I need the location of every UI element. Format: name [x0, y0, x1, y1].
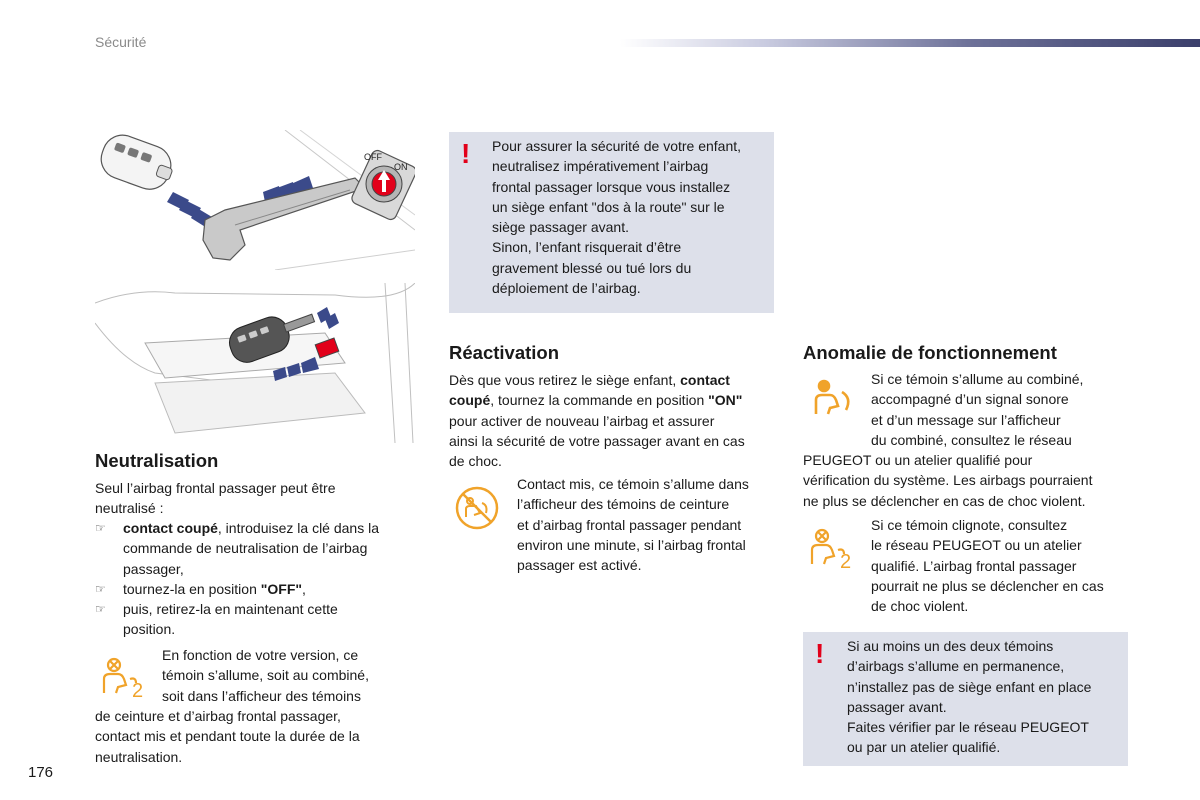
warning-line: n’installez pas de siège enfant en place [847, 678, 1092, 695]
warning-bottom-text [847, 636, 1091, 758]
switch-on-label: ON [394, 162, 408, 172]
reactivation-line [449, 390, 779, 410]
svg-text:2: 2 [132, 680, 144, 699]
step-text: passager, [123, 560, 184, 577]
switch-off-label: OFF [364, 152, 382, 162]
note-line: le réseau PEUGEOT ou un atelier [871, 537, 1082, 554]
warning-box-airbag-lamps [803, 632, 1128, 766]
warning-line: Si au moins un des deux témoins [847, 638, 1054, 654]
airbag-switch-key-icon [95, 130, 415, 270]
note-line: Si ce témoin s’allume au combiné, [871, 371, 1084, 387]
warning-line: ou par un atelier qualifié. [847, 739, 1001, 756]
step-text: , introduisez la clé dans la [217, 520, 379, 536]
warning-line: neutralisez impérativement l’airbag [492, 158, 709, 175]
reactivation-text [449, 370, 779, 471]
reactivation-line: de choc. [449, 453, 502, 470]
step-text: , [302, 580, 306, 597]
anomalie-note1-wide [803, 450, 1092, 511]
note-line: qualifié. L’airbag frontal passager [871, 557, 1077, 574]
note-line: et d’un message sur l’afficheur [871, 411, 1061, 428]
note-line: PEUGEOT ou un atelier qualifié pour [803, 452, 1033, 468]
illustration-glovebox [95, 283, 415, 443]
warning-line: gravement blessé ou tué lors du [492, 259, 692, 276]
warning-line: frontal passager lorsque vous installez [492, 178, 731, 195]
step-item [95, 599, 415, 640]
reactivation-note [517, 474, 749, 575]
note-line: En fonction de votre version, ce [162, 647, 359, 663]
note-line: contact mis et pendant toute la durée de la [95, 728, 360, 745]
note-line: environ une minute, si l’airbag frontal [517, 536, 746, 553]
warning-top-text [492, 136, 741, 298]
note-line: l’afficheur des témoins de ceinture [517, 496, 730, 513]
text-bold: "ON" [708, 392, 743, 409]
pointing-hand-icon: ☞ [95, 581, 106, 596]
text-bold: coupé [449, 392, 491, 409]
warning-line: Pour assurer la sécurité de votre enfant, [492, 138, 742, 154]
reactivation-line [449, 370, 779, 390]
warning-line: siège passager avant. [492, 219, 629, 236]
step-item [95, 518, 415, 579]
pointing-hand-icon: ☞ [95, 521, 106, 535]
warning-line: déploiement de l’airbag. [492, 280, 641, 297]
note-line: de ceinture et d’airbag frontal passager, [95, 708, 341, 724]
note-line: Contact mis, ce témoin s’allume dans [517, 476, 749, 492]
note-line: du combiné, consultez le réseau [871, 431, 1072, 448]
neutralisation-note [162, 645, 369, 706]
step-text: position. [123, 621, 176, 638]
reactivation-line: pour activer de nouveau l’airbag et assurer [449, 412, 715, 429]
heading-anomalie: Anomalie de fonctionnement [803, 342, 1057, 363]
warning-line: d’airbags s’allume en permanence, [847, 658, 1065, 675]
step-bold: "OFF" [260, 580, 303, 597]
step-item [95, 579, 415, 599]
airbag-off-warning-icon [100, 657, 150, 699]
section-title: Sécurité [95, 34, 147, 50]
note-line: soit dans l’afficheur des témoins [162, 687, 361, 704]
heading-reactivation: Réactivation [449, 342, 560, 363]
warning-box-child-seat [449, 132, 774, 313]
step-text: commande de neutralisation de l’airbag [123, 540, 368, 557]
note-line: passager est activé. [517, 557, 642, 574]
step-text: tournez-la en position [123, 580, 261, 597]
airbag-fault-icon [810, 378, 856, 418]
warning-line: Faites vérifier par le réseau PEUGEOT [847, 719, 1089, 736]
warning-line: Sinon, l’enfant risquerait d’être [492, 239, 682, 256]
page-number: 176 [28, 764, 54, 781]
note-line: et d’airbag frontal passager pendant [517, 516, 742, 533]
warning-line: passager avant. [847, 698, 947, 715]
airbag-off-warning-icon [808, 528, 858, 570]
note-line: neutralisation. [95, 748, 183, 765]
note-line: accompagné d’un signal sonore [871, 391, 1069, 408]
note-line: vérification du système. Les airbags pourraient [803, 472, 1093, 489]
warning-line: un siège enfant "dos à la route" sur le [492, 198, 725, 215]
warning-exclamation-icon: ! [461, 138, 471, 169]
note-line: pourrait ne plus se déclencher en cas [871, 577, 1104, 594]
note-line: de choc violent. [871, 598, 969, 615]
airbag-deactivated-icon [454, 485, 500, 531]
warning-exclamation-icon: ! [815, 638, 825, 669]
neutralisation-steps [95, 518, 415, 640]
header-gradient-bar [620, 39, 1200, 47]
anomalie-note1 [871, 369, 1083, 450]
reactivation-line: ainsi la sécurité de votre passager avant en cas [449, 432, 745, 449]
step-text: puis, retirez-la en maintenant cette [123, 601, 338, 618]
intro-line: neutralisé : [95, 500, 164, 517]
pointing-hand-icon: ☞ [95, 602, 106, 617]
neutralisation-note-wide [95, 706, 360, 767]
note-line: témoin s’allume, soit au combiné, [162, 667, 369, 684]
note-line: Si ce témoin clignote, consultez [871, 517, 1068, 533]
svg-text:2: 2 [840, 551, 852, 570]
text-run: Dès que vous retirez le siège enfant, [449, 372, 681, 388]
anomalie-note2 [871, 515, 1104, 616]
intro-line: Seul l’airbag frontal passager peut être [95, 480, 336, 496]
text-bold: contact [680, 372, 730, 388]
note-line: ne plus se déclencher en cas de choc violent. [803, 492, 1086, 509]
neutralisation-intro [95, 478, 415, 519]
illustration-key-switch [95, 130, 415, 270]
heading-neutralisation: Neutralisation [95, 450, 219, 471]
step-bold: contact coupé [123, 520, 218, 536]
text-run: , tournez la commande en position [490, 392, 709, 409]
